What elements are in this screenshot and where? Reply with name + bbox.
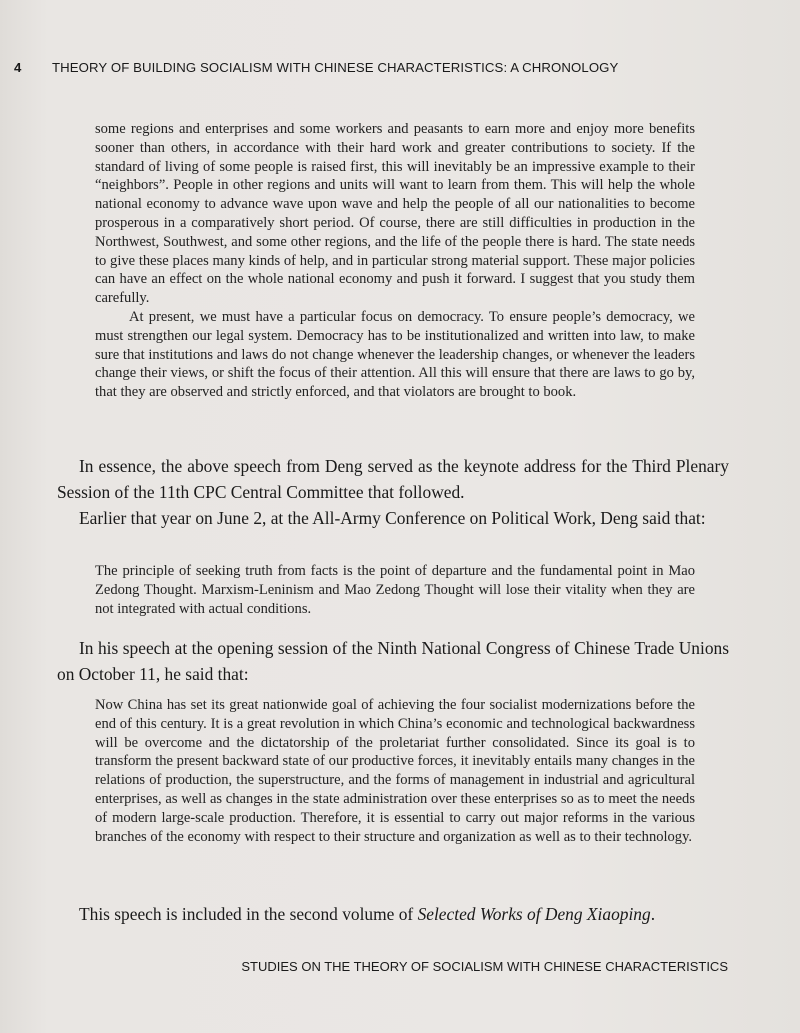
quote-paragraph: At present, we must have a particular focus on democracy. To ensure people’s democracy, we must strengthen our legal system. Democracy has to be institutionalized and written into law, to make sure that institutions and laws do not change whenever the leadership changes, or whenever the leaders change their views, or shift the focus of their attention. All this will ensure that there are laws to go by, that they are observed and strictly enforced, and that violators are brought to book. <box>95 308 695 401</box>
body-paragraph: In his speech at the opening session of the Ninth National Congress of Chinese Trade Unions on October 11, he said that: <box>57 638 729 684</box>
running-footer: STUDIES ON THE THEORY OF SOCIALISM WITH CHINESE CHARACTERISTICS <box>241 959 728 974</box>
running-title: THEORY OF BUILDING SOCIALISM WITH CHINESE CHARACTERISTICS: A CHRONOLOGY <box>52 60 619 75</box>
quote-paragraph: The principle of seeking truth from facts is the point of departure and the fundamental point in Mao Zedong Thought. Marxism-Leninism and Mao Zedong Thought will lose their vitality when they are not integrated with actual conditions. <box>95 563 695 617</box>
body-text-2 <box>57 635 729 687</box>
body-paragraph: Earlier that year on June 2, at the All-Army Conference on Political Work, Deng said that: <box>79 508 706 528</box>
body-text-1 <box>57 453 729 531</box>
body-paragraph: In essence, the above speech from Deng served as the keynote address for the Third Plenary Session of the 11th CPC Central Committee that followed. <box>57 456 729 502</box>
body-paragraph <box>57 901 729 927</box>
book-title: Selected Works of Deng Xiaoping <box>417 904 651 924</box>
block-quote-3 <box>95 696 695 846</box>
block-quote-1 <box>95 120 695 402</box>
quote-paragraph: Now China has set its great nationwide goal of achieving the four socialist modernizations before the end of this century. It is a great revolution in which China’s economic and technological backwardness will be overcome and the dictatorship of the proletariat further consolidated. Since its goal is to transform the present backward state of our productive forces, it inevitably entails many changes in the relations of production, the superstructure, and the forms of management in industrial and agricultural enterprises, as well as changes in the state administration over these enterprises so as to meet the needs of modern large-scale production. Therefore, it is essential to carry out major reforms in the various branches of the economy with respect to their structure and organization as well as to their technology. <box>95 697 695 845</box>
body-text-lead: This speech is included in the second volume of <box>79 904 418 924</box>
page-number: 4 <box>14 60 22 75</box>
quote-paragraph: some regions and enterprises and some workers and peasants to earn more and enjoy more benefits sooner than others, in accordance with their hard work and greater contributions to society. If the standard of living of some people is raised first, this will inevitably be an impressive example to their “neighbors”. People in other regions and units will want to learn from them. This will help the whole national economy to advance wave upon wave and help the people of all our nationalities to become prosperous in a comparatively short period. Of course, there are still difficulties in production in the Northwest, Southwest, and some other regions, and the life of the people there is hard. The state needs to give these places many kinds of help, and in particular strong material support. These major policies can have an effect on the whole national economy and push it forward. I suggest that you study them carefully. <box>95 121 695 307</box>
block-quote-2 <box>95 562 695 618</box>
body-text-end: . <box>650 904 656 924</box>
body-text-3 <box>57 901 729 927</box>
running-header <box>14 60 780 75</box>
